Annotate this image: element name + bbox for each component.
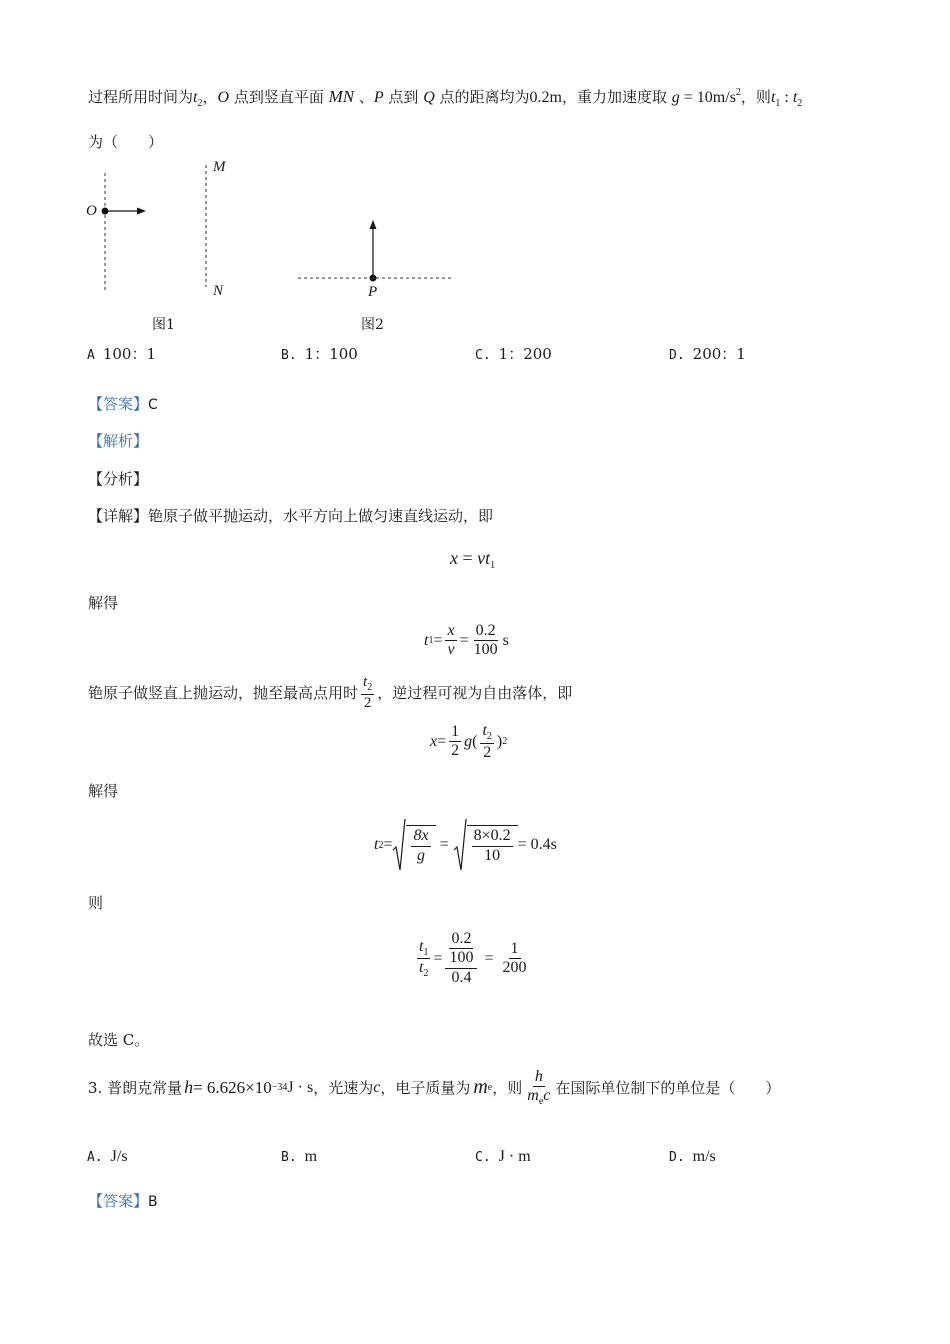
fig1-point-o: [102, 208, 109, 215]
var-Q: Q: [423, 89, 435, 106]
fig2-label-p: P: [368, 284, 378, 300]
var-P: P: [373, 89, 384, 106]
frac-num: 0.2: [449, 930, 473, 949]
q3-stem: [88, 1068, 780, 1108]
h-value: = 6.626×10: [193, 1077, 272, 1097]
jiede-1: 解得: [88, 594, 119, 612]
detail-tag: 【详解】: [88, 507, 149, 525]
eq-sign: =: [433, 949, 443, 967]
frac-num: 8×0.2: [472, 827, 513, 846]
stem-text: 点到竖直平面: [229, 88, 329, 106]
eq-var: g: [464, 732, 473, 750]
frac-den: 100: [473, 641, 498, 659]
jiede-2: 解得: [88, 782, 119, 800]
stem-text: ，电子质量为: [380, 1079, 471, 1098]
fraction-value: [472, 622, 500, 660]
distance-value: 0.2m: [529, 89, 562, 106]
frac-den: 200: [502, 959, 527, 977]
fig1-caption: 图1: [152, 317, 175, 333]
eq-result: = 0.4s: [517, 836, 557, 853]
var-t2: t: [193, 89, 198, 106]
option-letter: C.: [475, 1150, 491, 1165]
eq-sign: =: [458, 548, 478, 568]
stem-text: ，则: [740, 88, 771, 106]
fig2-caption: 图2: [361, 317, 384, 333]
q2-fenxi-tag: 【分析】: [88, 470, 149, 488]
frac-num: 8x: [411, 827, 430, 846]
eq-var: v: [477, 548, 486, 568]
q2-detail: [88, 505, 493, 526]
option-text: m/s: [692, 1148, 716, 1165]
q3-option-a[interactable]: [87, 1147, 128, 1166]
eq-var: t: [424, 631, 429, 649]
eq-paren: (: [472, 732, 478, 750]
sqrt-value: [453, 818, 518, 872]
var-t1: t: [770, 89, 776, 106]
frac-num: t: [482, 722, 487, 739]
eq-sub: 2: [378, 839, 384, 851]
stem-text: 3. 普朗克常量: [88, 1079, 183, 1098]
var-MN: MN: [328, 87, 355, 106]
frac-num-sub: 2: [486, 731, 492, 742]
q2-conclusion: 故选 C。: [88, 1031, 150, 1049]
stem-text: ，光速为: [313, 1079, 374, 1098]
detail-text: 铯原子做平抛运动，水平方向上做匀速直线运动，即: [148, 507, 494, 525]
option-text: J · m: [498, 1148, 531, 1165]
eq-paren: ): [496, 732, 503, 750]
fig2-point-p: [370, 275, 377, 282]
q3-option-c[interactable]: [475, 1147, 531, 1166]
stem-text: ，: [202, 88, 218, 106]
frac-num: 1: [449, 723, 461, 742]
stem-text: ，逆过程可视为自由落体，即: [377, 684, 573, 703]
equation-1: [450, 548, 495, 571]
stem-text: ，则: [492, 1079, 523, 1098]
fraction-h-mec: [525, 1068, 552, 1108]
eq-unit: s: [502, 631, 509, 649]
q2-option-c[interactable]: [475, 343, 552, 364]
option-text: m: [304, 1148, 318, 1165]
option-text: 1：200: [498, 345, 552, 363]
stem-text: 、: [354, 88, 374, 106]
var-t2-sub: 2: [797, 98, 803, 109]
q2-option-a[interactable]: [87, 343, 156, 364]
var-O: O: [217, 89, 230, 106]
frac-den: 0.4: [451, 968, 472, 986]
q2-analysis-tag: 【解析】: [88, 432, 149, 450]
option-letter: D.: [669, 1150, 685, 1165]
q2-answer: [88, 393, 158, 414]
eq-sub: 1: [428, 635, 434, 647]
fraction-t2-half: [480, 722, 493, 762]
eq-var: t: [374, 836, 379, 853]
frac-den: 10: [484, 846, 501, 864]
var-me: m: [473, 1076, 488, 1099]
stem-text: 过程所用时间为: [88, 88, 194, 106]
fig1-arrowhead: [137, 208, 146, 215]
frac-num: x: [445, 622, 456, 641]
option-text: J/s: [110, 1148, 128, 1165]
var-h: h: [184, 1077, 194, 1098]
frac-num: 0.2: [474, 622, 498, 641]
stem-text: 铯原子做竖直上抛运动，抛至最高点用时: [88, 684, 359, 703]
frac-den: v: [447, 641, 455, 659]
frac-num: t: [363, 674, 368, 690]
h-unit: J · s: [287, 1078, 314, 1096]
q3-option-d[interactable]: [669, 1147, 716, 1166]
sqrt-8x-g: [392, 818, 435, 872]
answer-tag: 【答案】: [88, 395, 149, 413]
option-text: 200：1: [692, 345, 746, 363]
fraction-x-v: [445, 622, 456, 660]
fraction-t2-half: [361, 674, 374, 712]
option-text: 100：1: [102, 345, 157, 363]
var-c: c: [373, 1078, 381, 1096]
stem-text: 点到: [383, 88, 424, 106]
q2-stem-line2: 为（ ）: [88, 133, 164, 151]
frac-num-sub: 2: [367, 682, 373, 693]
fraction-compound: [445, 930, 477, 987]
h-exponent: −34: [271, 1082, 288, 1094]
option-text: 1：100: [304, 345, 358, 363]
eq-var: x: [450, 548, 458, 568]
frac-den: 2: [483, 743, 492, 761]
var-t1-sub: 1: [775, 98, 781, 109]
eq-sign: =: [437, 732, 447, 750]
answer-value: B: [148, 1194, 158, 1210]
fraction-half: [449, 723, 461, 761]
option-letter: B.: [281, 348, 297, 363]
equation-2: t 1 = $\frac{x}{v}$ = $\frac{0.2}{100}$ s: [424, 622, 509, 659]
equation-3: [430, 722, 507, 762]
eq-sign: =: [383, 836, 393, 853]
frac-den-sub: 2: [423, 968, 429, 980]
frac-num: t: [419, 937, 424, 955]
var-t2-sub: 2: [197, 98, 203, 109]
frac-den: m: [527, 1087, 539, 1105]
frac-den: t: [419, 959, 424, 977]
fraction-result: [501, 940, 529, 978]
var-g: g: [671, 89, 680, 106]
equation-4: t 2 = $\frac{8x}{g}$ = $\frac{8\times 0.2}{10}$ = 0.4s: [374, 818, 557, 872]
g-value: = 10m/s: [679, 89, 736, 106]
q3-option-b[interactable]: [281, 1147, 317, 1166]
var-t2: t: [792, 89, 798, 106]
stem-text: 点的距离均为: [434, 88, 530, 106]
q2-option-b[interactable]: [281, 343, 358, 364]
var-me-sub: e: [487, 1082, 493, 1094]
frac-den: g: [417, 846, 426, 864]
option-letter: D.: [669, 348, 685, 363]
option-letter: A.: [87, 1150, 103, 1165]
eq-exponent: 2: [502, 736, 508, 748]
q3-answer: [88, 1190, 158, 1211]
frac-den: 2: [363, 694, 372, 711]
ze-text: 则: [88, 894, 104, 912]
radical-sign: [392, 818, 406, 872]
answer-tag: 【答案】: [88, 1192, 149, 1210]
eq-sign: =: [433, 631, 443, 649]
frac-den: c: [543, 1087, 551, 1105]
q2-figures: [80, 155, 480, 345]
g-exponent: 2: [735, 87, 741, 98]
option-letter: A: [87, 348, 95, 363]
q2-text-2: [88, 674, 572, 712]
option-letter: B.: [281, 1150, 297, 1165]
fig2-arrowhead: [370, 220, 377, 229]
equation-5: $\frac{t_1}{t_2}$ = $\frac{\frac{0.2}{100}}{0.4}$ = $\frac{1}{200}$: [419, 930, 527, 986]
radical-sign: [453, 818, 467, 872]
option-letter: C.: [475, 348, 491, 363]
frac-den-sub: e: [538, 1096, 544, 1108]
frac-den: 100: [449, 949, 474, 967]
q2-option-d[interactable]: [669, 343, 746, 364]
eq-sub: 1: [490, 560, 496, 571]
frac-num: 1: [509, 940, 521, 959]
frac-num-sub: 1: [423, 946, 429, 958]
fig1-label-m: M: [213, 159, 226, 175]
frac-den: 2: [451, 742, 460, 760]
frac-num: h: [533, 1068, 545, 1087]
fraction-t1-t2: [417, 938, 430, 980]
ratio-colon: :: [780, 89, 793, 106]
stem-text: ，重力加速度取: [562, 88, 672, 106]
fig1-label-o: O: [86, 203, 97, 219]
eq-var: t: [485, 548, 491, 568]
q2-stem-line1: [88, 86, 802, 109]
eq-var: x: [430, 732, 438, 750]
fig1-label-n: N: [213, 283, 224, 299]
stem-text: 在国际单位制下的单位是（ ）: [555, 1079, 781, 1098]
answer-value: C: [148, 397, 158, 413]
